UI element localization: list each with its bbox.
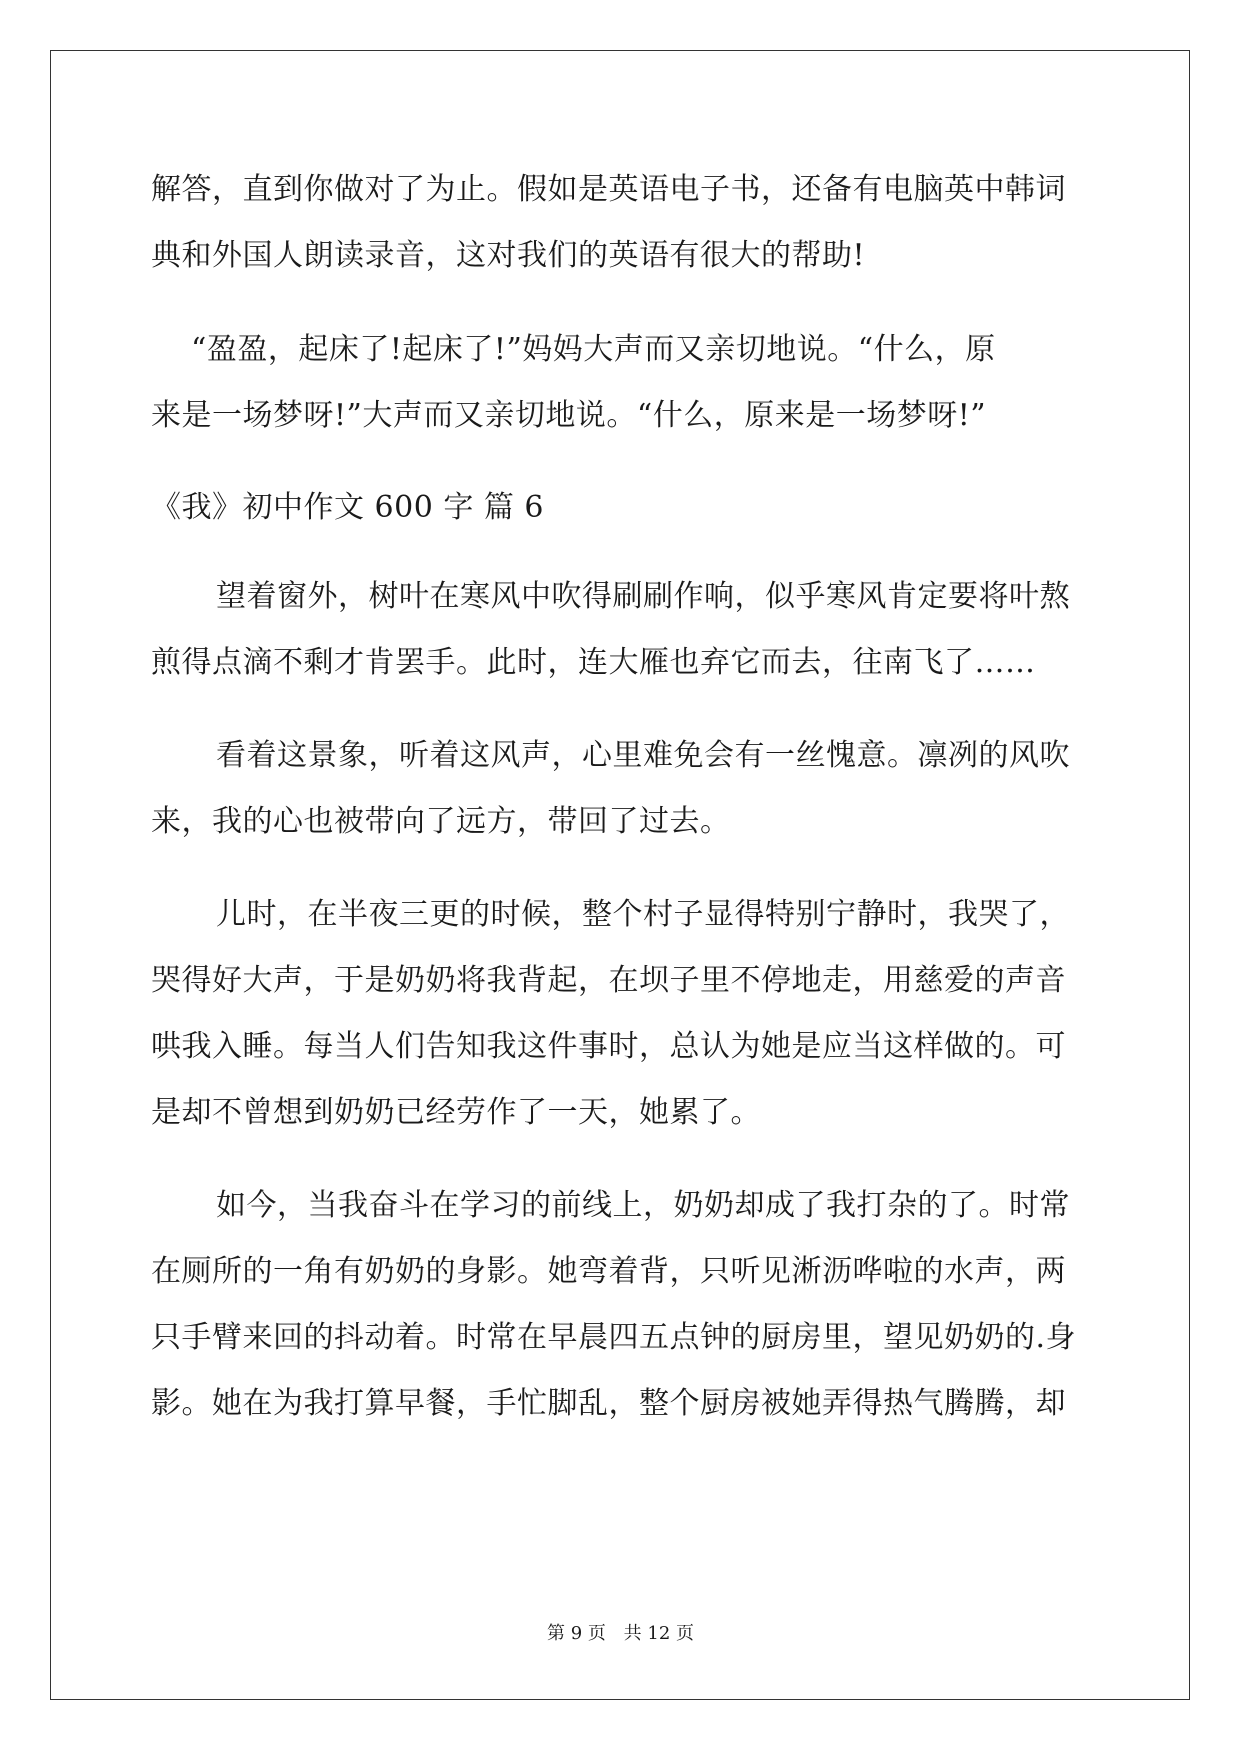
page-footer — [0, 1622, 1241, 1646]
text-line: 哄我入睡。每当人们告知我这件事时，总认为她是应当这样做的。可 — [151, 1029, 1066, 1064]
text-line: 看着这景象，听着这风声，心里难免会有一丝愧意。凛冽的风吹 — [216, 738, 1070, 773]
text-line: 煎得点滴不剩才肯罢手。此时，连大雁也弃它而去，往南飞了…… — [151, 645, 1036, 680]
text-line: 是却不曾想到奶奶已经劳作了一天，她累了。 — [151, 1095, 761, 1130]
text-line: 来，我的心也被带向了远方，带回了过去。 — [151, 804, 731, 839]
text-line: 在厕所的一角有奶奶的身影。她弯着背，只听见淅沥哗啦的水声，两 — [151, 1254, 1066, 1289]
section-heading: 《我》初中作文 600 字 篇 6 — [151, 490, 544, 525]
text-line: 典和外国人朗读录音，这对我们的英语有很大的帮助! — [151, 238, 866, 273]
page-total: 共 12 页 — [623, 1623, 694, 1644]
text-line: 如今，当我奋斗在学习的前线上，奶奶却成了我打杂的了。时常 — [216, 1188, 1070, 1223]
text-line: 望着窗外，树叶在寒风中吹得刷刷作响，似乎寒风肯定要将叶熬 — [216, 579, 1070, 614]
text-line: 来是一场梦呀!”大声而又亲切地说。“什么，原来是一场梦呀!” — [151, 398, 987, 433]
text-line: 儿时，在半夜三更的时候，整个村子显得特别宁静时，我哭了， — [216, 897, 1070, 932]
page-border — [50, 50, 1190, 1700]
page-number: 第 9 页 — [547, 1623, 606, 1644]
text-line: 解答，直到你做对了为止。假如是英语电子书，还备有电脑英中韩词 — [151, 172, 1066, 207]
text-line: 影。她在为我打算早餐，手忙脚乱，整个厨房被她弄得热气腾腾，却 — [151, 1386, 1066, 1421]
text-line: “盈盈，起床了!起床了!”妈妈大声而又亲切地说。“什么，原 — [191, 332, 996, 367]
text-line: 只手臂来回的抖动着。时常在早晨四五点钟的厨房里，望见奶奶的.身 — [151, 1320, 1077, 1355]
text-line: 哭得好大声，于是奶奶将我背起，在坝子里不停地走，用慈爱的声音 — [151, 963, 1066, 998]
